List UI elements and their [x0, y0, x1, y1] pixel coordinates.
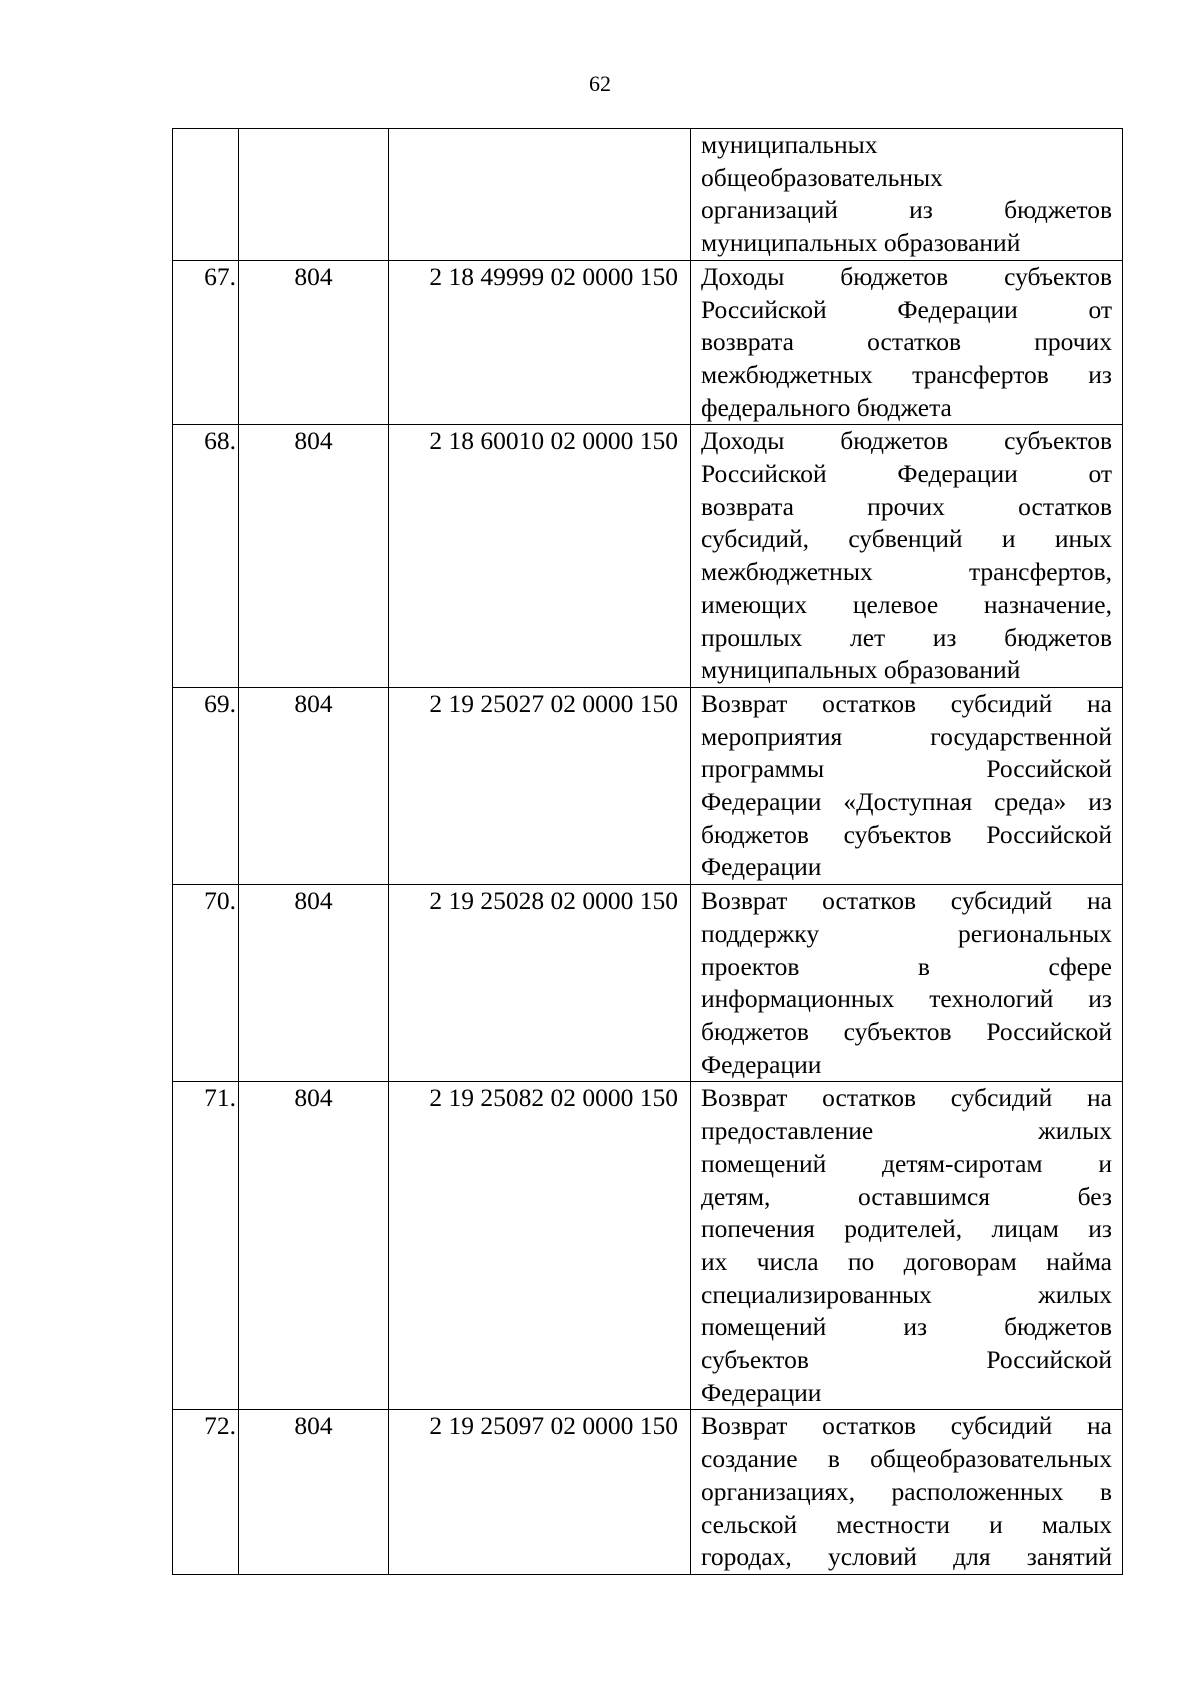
table-row	[173, 885, 1123, 1082]
revenue-name-line: организаций из бюджетов	[701, 195, 1112, 225]
table-row	[173, 129, 1123, 261]
revenue-name-cell	[691, 260, 1123, 425]
revenue-name-line: бюджетов субъектов Российской	[701, 1016, 1112, 1046]
revenue-name-line: городах, условий для занятий	[701, 1542, 1112, 1572]
revenue-name-cell	[691, 1410, 1123, 1575]
revenue-name-line: Возврат остатков субсидий на	[701, 1083, 1112, 1113]
revenue-name-line: Федерации «Доступная среда» из	[701, 787, 1112, 817]
revenue-name-line: предоставление жилых	[701, 1116, 1112, 1146]
table-row	[173, 260, 1123, 425]
revenue-name-line: муниципальных образований	[701, 228, 1021, 258]
revenue-name-line: Федерации	[701, 1049, 822, 1079]
revenue-name-line: поддержку региональных	[701, 918, 1112, 948]
revenue-name-line: межбюджетных трансфертов,	[701, 557, 1112, 587]
row-number-cell: 72.	[173, 1410, 239, 1575]
revenue-name-line: бюджетов субъектов Российской	[701, 819, 1112, 849]
revenue-name-line: Доходы бюджетов субъектов	[701, 426, 1112, 456]
table-row	[173, 687, 1123, 884]
revenue-code-cell: 2 18 60010 02 0000 150	[389, 425, 691, 688]
revenue-name-line: помещений детям-сиротам и	[701, 1148, 1112, 1178]
revenue-name-line: детям, оставшимся без	[701, 1181, 1112, 1211]
revenue-name-line: прошлых лет из бюджетов	[701, 622, 1112, 652]
revenue-name-line: организациях, расположенных в	[701, 1476, 1112, 1506]
admin-code-cell: 804	[239, 885, 389, 1082]
revenue-code-cell: 2 19 25097 02 0000 150	[389, 1410, 691, 1575]
revenue-name-line: возврата остатков прочих	[701, 327, 1112, 357]
revenue-name-line: субъектов Российской	[701, 1345, 1112, 1375]
revenue-name-line: помещений из бюджетов	[701, 1312, 1112, 1342]
admin-code-cell: 804	[239, 425, 389, 688]
revenue-name-line: муниципальных образований	[701, 655, 1021, 685]
table-row	[173, 1410, 1123, 1575]
revenue-name-line: попечения родителей, лицам из	[701, 1214, 1112, 1244]
revenue-name-line: информационных технологий из	[701, 984, 1112, 1014]
revenue-name-line: специализированных жилых	[701, 1279, 1112, 1309]
revenue-name-line: их числа по договорам найма	[701, 1246, 1112, 1276]
revenue-name-cell	[691, 129, 1123, 261]
row-number-cell: 70.	[173, 885, 239, 1082]
row-number-cell: 71.	[173, 1082, 239, 1410]
revenue-name-line: сельской местности и малых	[701, 1509, 1112, 1539]
revenue-name-line: муниципальных	[701, 130, 878, 159]
revenue-name-line: Возврат остатков субсидий на	[701, 1411, 1112, 1441]
admin-code-cell: 804	[239, 687, 389, 884]
page-number: 62	[589, 71, 611, 96]
revenue-code-cell: 2 19 25027 02 0000 150	[389, 687, 691, 884]
revenue-name-line: Федерации	[701, 1377, 822, 1407]
revenue-codes-table	[172, 128, 1123, 1575]
revenue-name-cell	[691, 687, 1123, 884]
admin-code-cell: 804	[239, 1082, 389, 1410]
revenue-code-cell	[389, 129, 691, 261]
revenue-name-line: Возврат остатков субсидий на	[701, 688, 1112, 718]
row-number-cell: 68.	[173, 425, 239, 688]
table-body	[173, 129, 1123, 1575]
row-number-cell: 67.	[173, 260, 239, 425]
revenue-name-cell	[691, 885, 1123, 1082]
revenue-name-line: программы Российской	[701, 754, 1112, 784]
revenue-name-line: Доходы бюджетов субъектов	[701, 261, 1112, 291]
revenue-code-cell: 2 19 25028 02 0000 150	[389, 885, 691, 1082]
revenue-name-line: Возврат остатков субсидий на	[701, 886, 1112, 916]
admin-code-cell: 804	[239, 260, 389, 425]
revenue-name-cell	[691, 1082, 1123, 1410]
revenue-code-cell: 2 19 25082 02 0000 150	[389, 1082, 691, 1410]
revenue-name-line: межбюджетных трансфертов из	[701, 359, 1112, 389]
row-number-cell: 69.	[173, 687, 239, 884]
revenue-name-line: Российской Федерации от	[701, 294, 1112, 324]
row-number-cell	[173, 129, 239, 261]
revenue-name-line: проектов в сфере	[701, 951, 1112, 981]
revenue-name-line: мероприятия государственной	[701, 721, 1112, 751]
revenue-code-cell: 2 18 49999 02 0000 150	[389, 260, 691, 425]
revenue-name-line: федерального бюджета	[701, 392, 952, 422]
admin-code-cell	[239, 129, 389, 261]
revenue-name-line: имеющих целевое назначение,	[701, 589, 1112, 619]
admin-code-cell: 804	[239, 1410, 389, 1575]
revenue-name-line: Российской Федерации от	[701, 459, 1112, 489]
revenue-name-line: Федерации	[701, 852, 822, 882]
revenue-name-line: общеобразовательных	[701, 162, 943, 192]
revenue-name-line: субсидий, субвенций и иных	[701, 524, 1112, 554]
revenue-name-line: возврата прочих остатков	[701, 491, 1112, 521]
revenue-name-line: создание в общеобразовательных	[701, 1444, 1112, 1474]
table-row	[173, 425, 1123, 688]
table-row	[173, 1082, 1123, 1410]
revenue-name-cell	[691, 425, 1123, 688]
